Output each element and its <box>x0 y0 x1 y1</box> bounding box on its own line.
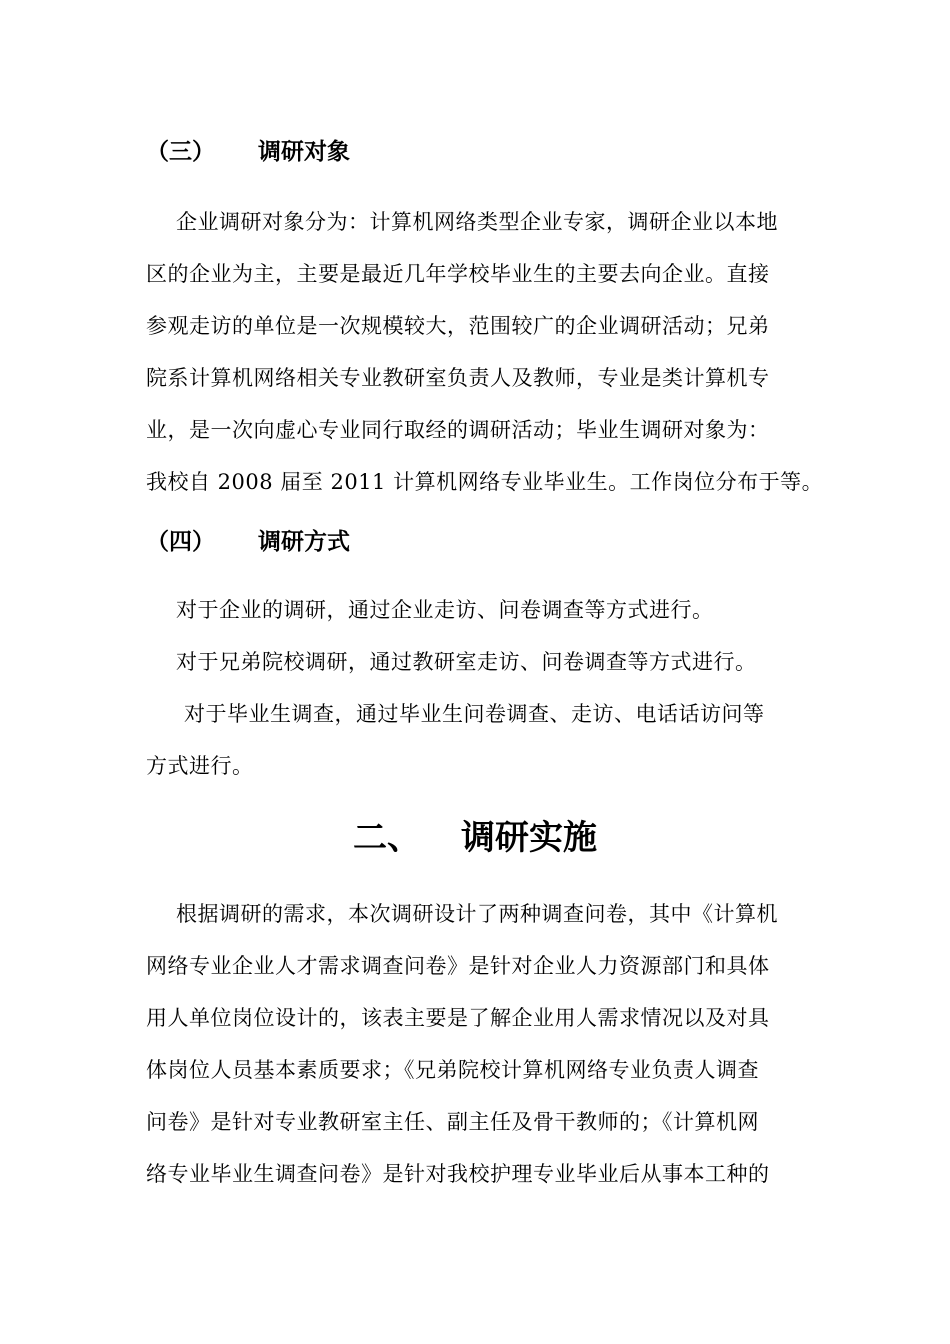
paragraph-line: 络专业毕业生调查问卷》是针对我校护理专业毕业后从事本工种的 <box>146 1162 770 1186</box>
paragraph-line: 方式进行。 <box>146 754 254 778</box>
section-number: （三） <box>146 138 215 165</box>
paragraph-line: 体岗位人员基本素质要求；《兄弟院校计算机网络专业负责人调查 <box>146 1058 759 1082</box>
section-number: （四） <box>146 528 215 555</box>
paragraph-line: 对于企业的调研，通过企业走访、问卷调查等方式进行。 <box>176 598 714 622</box>
paragraph-line: 用人单位岗位设计的，该表主要是了解企业用人需求情况以及对具 <box>146 1006 770 1030</box>
paragraph-line: 对于兄弟院校调研，通过教研室走访、问卷调查等方式进行。 <box>176 650 757 674</box>
paragraph-line: 根据调研的需求，本次调研设计了两种调查问卷，其中《计算机 <box>176 902 778 926</box>
paragraph-line: 我校自 2008 届至 2011 计算机网络专业毕业生。工作岗位分布于等。 <box>146 470 824 494</box>
paragraph-line: 业，是一次向虚心专业同行取经的调研活动；毕业生调研对象为： <box>146 418 770 442</box>
paragraph-line: 对于毕业生调查，通过毕业生问卷调查、走访、电话话访问等 <box>184 702 765 726</box>
paragraph-line: 区的企业为主，主要是最近几年学校毕业生的主要去向企业。直接 <box>146 262 770 286</box>
chapter-2-paragraph <box>146 888 806 1200</box>
section-title: 调研对象 <box>258 138 350 165</box>
section-heading-4 <box>146 527 350 557</box>
chapter-number: 二、 <box>353 818 421 858</box>
section-heading-3 <box>146 137 350 167</box>
paragraph-line: 网络专业企业人才需求调查问卷》是针对企业人力资源部门和具体 <box>146 954 770 978</box>
chapter-title: 调研实施 <box>461 818 597 858</box>
paragraph-line: 问卷》是针对专业教研室主任、副主任及骨干教师的；《计算机网 <box>146 1110 759 1134</box>
section-3-paragraph <box>146 196 824 508</box>
paragraph-line: 企业调研对象分为：计算机网络类型企业专家，调研企业以本地 <box>176 210 778 234</box>
chapter-heading-2 <box>0 816 950 860</box>
paragraph-line: 参观走访的单位是一次规模较大，范围较广的企业调研活动；兄弟 <box>146 314 770 338</box>
section-4-paragraph <box>146 584 806 792</box>
paragraph-line: 院系计算机网络相关专业教研室负责人及教师，专业是类计算机专 <box>146 366 770 390</box>
section-title: 调研方式 <box>258 528 350 555</box>
